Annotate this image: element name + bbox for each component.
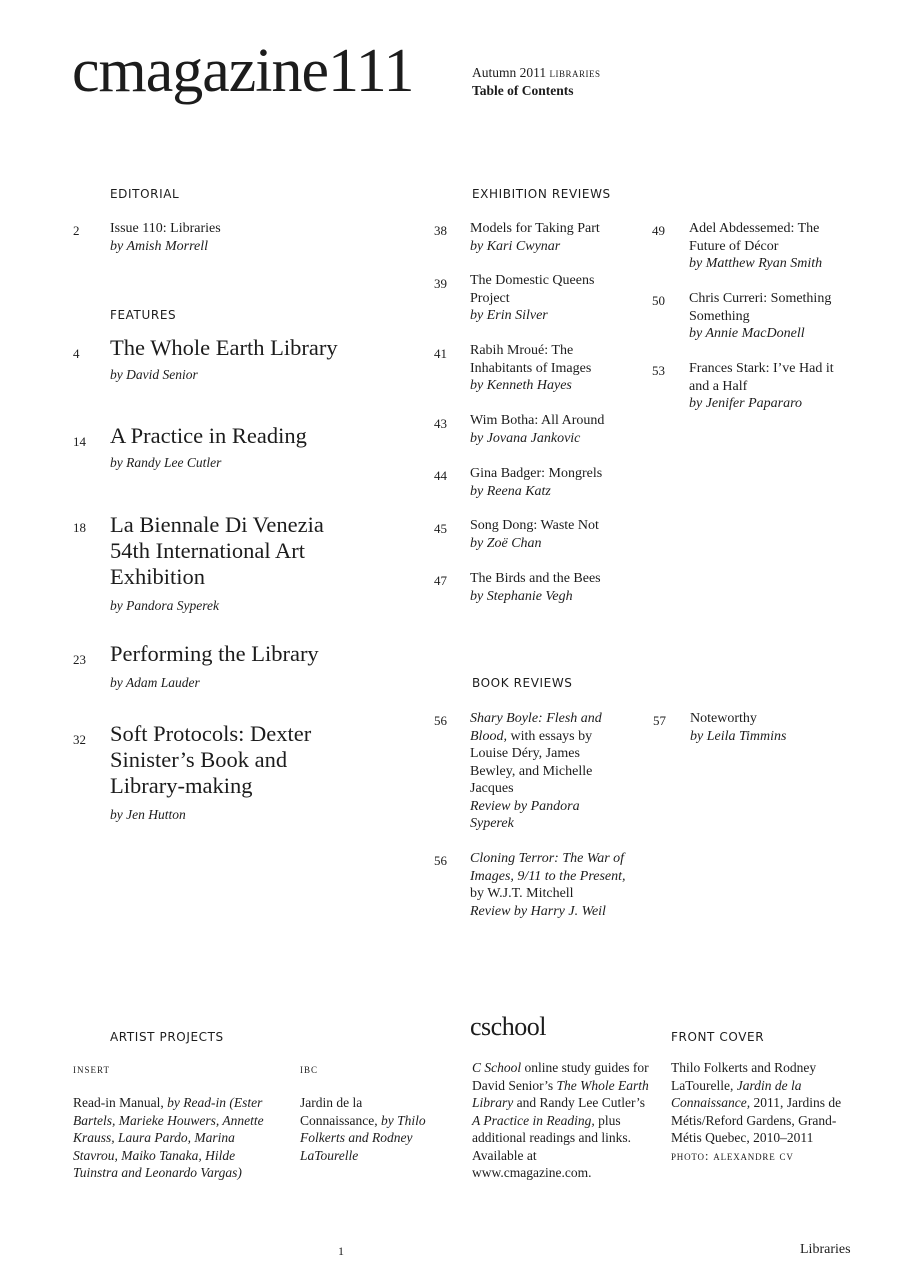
toc-label: Table of Contents [472, 83, 574, 98]
cschool-book1: The Whole Earth Library [472, 1077, 649, 1110]
cover-artists: Thilo Folkerts and Rodney LaTourelle, [671, 1060, 817, 1093]
cover-photo-credit: photo: alexandre cv [671, 1147, 794, 1163]
book-review-page: 56 [434, 713, 447, 728]
features-heading: FEATURES [110, 308, 177, 322]
insert-title: Read-in Manual, [73, 1095, 164, 1110]
review-title: Song Dong: Waste Not [470, 518, 599, 533]
issue-header [472, 64, 601, 100]
book-reviews-heading: BOOK REVIEWS [472, 676, 573, 690]
feature-page: 23 [73, 652, 86, 667]
book-review-page: 56 [434, 853, 447, 868]
exhibition-reviews-heading: EXHIBITION REVIEWS [472, 187, 611, 201]
review-page: 53 [652, 363, 665, 378]
review-title: Models for Taking Part [470, 221, 600, 236]
insert-credit: by Read-in (Ester Bartels, Marieke Houwers, Annette Krauss, Laura Pardo, Marina Stavrou, Maiko Tanaka, Hilde Tuinstra and Leonardo Vargas) [73, 1095, 264, 1180]
review-entry[interactable] [689, 220, 849, 273]
book-title: Shary Boyle: Flesh and Blood, [470, 711, 602, 744]
feature-page: 18 [73, 520, 86, 535]
ibc-title: Jardin de la Connaissance, [300, 1095, 378, 1128]
feature-title: Soft Protocols: Dexter Sinister’s Book and Library-making [110, 721, 312, 798]
book-details: with essays by Louise Déry, James Bewley, and Michelle Jacques [470, 728, 593, 796]
review-title: Frances Stark: I’ve Had it and a Half [689, 361, 834, 394]
cschool-logo: cschool [470, 1012, 546, 1041]
insert-label: insert [73, 1061, 110, 1076]
feature-page: 4 [73, 346, 80, 361]
editorial-heading: EDITORIAL [110, 187, 180, 201]
review-page: 50 [652, 293, 665, 308]
review-page: 41 [434, 346, 447, 361]
issue-line: Autumn 2011 [472, 65, 547, 80]
front-cover-heading: FRONT COVER [671, 1030, 765, 1044]
review-title: Wim Botha: All Around [470, 413, 605, 428]
noteworthy-entry[interactable] [690, 710, 855, 745]
book-reviewer: Review by Harry J. Weil [470, 903, 606, 919]
insert-entry[interactable] [73, 1094, 273, 1182]
review-entry[interactable] [470, 342, 620, 395]
feature-author: by David Senior [110, 367, 198, 382]
ibc-label: ibc [300, 1061, 319, 1076]
feature-page: 32 [73, 732, 86, 747]
review-entry[interactable] [470, 412, 635, 447]
review-author: by Stephanie Vegh [470, 588, 573, 604]
feature-entry[interactable] [110, 335, 380, 383]
review-title: The Birds and the Bees [470, 571, 601, 586]
review-author: by Zoë Chan [470, 535, 542, 551]
review-author: by Kenneth Hayes [470, 378, 572, 393]
review-title: Rabih Mroué: The Inhabitants of Images [470, 343, 592, 376]
review-entry[interactable] [470, 570, 635, 605]
issue-theme: libraries [549, 65, 601, 80]
magazine-logo: cmagazine111 [72, 37, 414, 105]
review-page: 43 [434, 416, 447, 431]
review-author: by Matthew Ryan Smith [689, 256, 823, 271]
review-author: by Jenifer Papararo [689, 396, 803, 411]
front-cover-text [671, 1059, 843, 1164]
noteworthy-title: Noteworthy [690, 711, 757, 726]
review-entry[interactable] [470, 517, 635, 552]
review-entry[interactable] [470, 220, 635, 255]
review-page: 49 [652, 223, 665, 238]
noteworthy-page: 57 [653, 713, 666, 728]
cschool-intro: C School [472, 1060, 522, 1075]
cschool-text [472, 1059, 650, 1182]
cschool-t1: online study guides for David Senior’s [472, 1060, 649, 1093]
editorial-page: 2 [73, 223, 80, 238]
review-author: by Reena Katz [470, 483, 551, 499]
book-review-entry[interactable] [470, 850, 635, 920]
noteworthy-author: by Leila Timmins [690, 728, 787, 744]
cschool-t2: and Randy Lee Cutler’s [516, 1095, 645, 1110]
review-author: by Erin Silver [470, 308, 548, 323]
book-reviewer: Review by Pandora Syperek [470, 798, 580, 831]
cschool-book2: A Practice in Reading, [472, 1112, 595, 1128]
cover-details: 2011, Jardins de Métis/Reford Gardens, Grand-Métis Quebec, 2010–2011 [671, 1095, 842, 1145]
feature-author: by Adam Lauder [110, 675, 200, 690]
entry-title: Issue 110: Libraries [110, 221, 221, 236]
review-entry[interactable] [689, 290, 849, 343]
artist-projects-heading: ARTIST PROJECTS [110, 1030, 224, 1044]
review-page: 39 [434, 276, 447, 291]
ibc-entry[interactable] [300, 1094, 430, 1164]
review-page: 45 [434, 521, 447, 536]
cschool-t3[interactable]: plus additional readings and links. Available at www.cmagazine.com. [472, 1112, 631, 1180]
ibc-credit: by Thilo Folkerts and Rodney LaTourelle [300, 1112, 426, 1163]
review-title: Gina Badger: Mongrels [470, 466, 603, 481]
footer-label: Libraries [800, 1242, 851, 1257]
review-author: by Jovana Jankovic [470, 430, 581, 446]
feature-entry[interactable] [110, 641, 370, 691]
review-title: Chris Curreri: Something Something [689, 291, 832, 324]
book-details: by W.J.T. Mitchell [470, 886, 574, 901]
review-entry[interactable] [689, 360, 849, 413]
feature-author: by Randy Lee Cutler [110, 455, 222, 470]
cover-work: Jardin de la Connaissance, [671, 1077, 802, 1110]
review-entry[interactable] [470, 465, 635, 500]
feature-entry[interactable] [110, 512, 340, 614]
review-page: 47 [434, 573, 447, 588]
feature-title: Performing the Library [110, 641, 319, 666]
entry-author: by Amish Morrell [110, 238, 208, 254]
review-title: Adel Abdessemed: The Future of Décor [689, 221, 820, 254]
review-author: by Annie MacDonell [689, 326, 805, 341]
feature-entry[interactable] [110, 423, 360, 471]
review-title: The Domestic Queens Project [470, 273, 595, 306]
feature-title: A Practice in Reading [110, 423, 307, 448]
feature-author: by Jen Hutton [110, 807, 186, 822]
feature-title: La Biennale Di Venezia 54th International Art Exhibition [110, 512, 324, 589]
feature-page: 14 [73, 434, 86, 449]
review-page: 38 [434, 223, 447, 238]
review-page: 44 [434, 468, 447, 483]
feature-entry[interactable] [110, 721, 335, 823]
book-review-entry[interactable] [470, 710, 620, 833]
review-entry[interactable] [470, 272, 620, 325]
review-author: by Kari Cwynar [470, 238, 561, 254]
feature-title: The Whole Earth Library [110, 335, 338, 360]
editorial-entry[interactable] [110, 220, 330, 255]
book-title: Cloning Terror: The War of Images, 9/11 to the Present, [470, 851, 626, 884]
page-number: 1 [338, 1244, 344, 1258]
feature-author: by Pandora Syperek [110, 598, 219, 613]
